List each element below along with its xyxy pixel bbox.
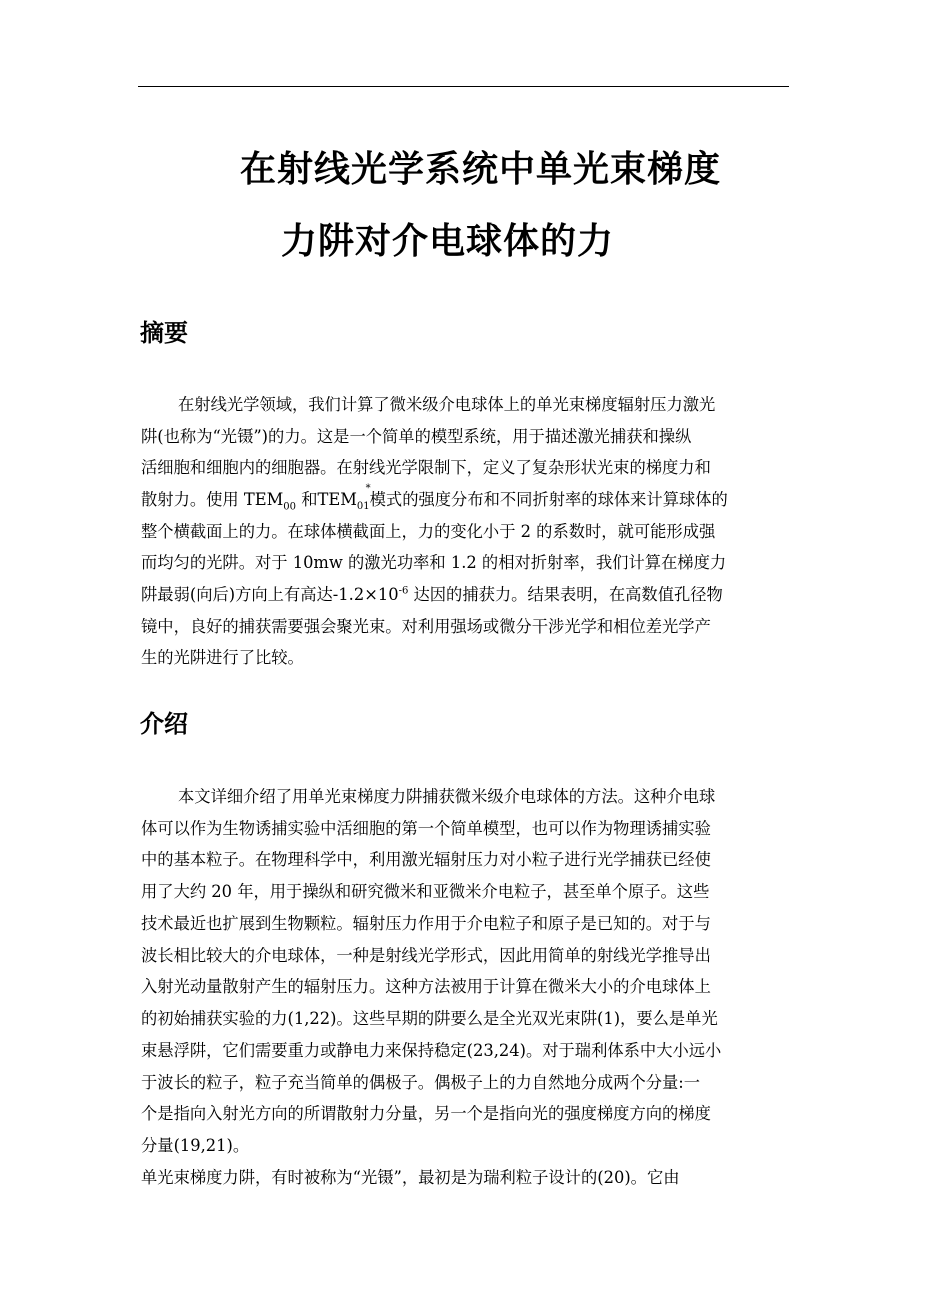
intro-line: 束悬浮阱，它们需要重力或静电力来保持稳定(23,24)。对于瑞利体系中大小远小 — [141, 1041, 722, 1060]
mode-subscript: 00 — [283, 501, 297, 513]
tem-symbol — [317, 483, 371, 518]
abstract-text: 达因的捕获力。结果表明，在高数值孔径物 — [408, 585, 723, 604]
tem-label: TEM — [317, 490, 357, 509]
paper-title-line-1: 在射线光学系统中单光束梯度 — [240, 149, 722, 190]
abstract-line-formula — [141, 584, 723, 606]
intro-line: 单光束梯度力阱，有时被称为“光镊”，最初是为瑞利粒子设计的(20)。它由 — [141, 1168, 680, 1187]
abstract-line: 而均匀的光阱。对于 10mw 的激光功率和 1.2 的相对折射率，我们计算在梯度力 — [141, 553, 727, 572]
abstract-text: 阱最弱(向后)方向上有高达-1.2×10 — [141, 585, 399, 604]
exponent: -6 — [398, 585, 409, 597]
abstract-text: 散射力。使用 TEM — [141, 490, 284, 509]
intro-line: 中的基本粒子。在物理科学中，利用激光辐射压力对小粒子进行光学捕获已经使 — [141, 850, 711, 869]
intro-line: 波长相比较大的介电球体，一种是射线光学形式，因此用简单的射线光学推导出 — [141, 946, 711, 965]
intro-line: 分量(19,21)。 — [141, 1136, 250, 1155]
abstract-line: 在射线光学领域，我们计算了微米级介电球体上的单光束梯度辐射压力激光 — [178, 395, 716, 414]
intro-line: 用了大约 20 年，用于操纵和研究微米和亚微米介电粒子，甚至单个原子。这些 — [141, 882, 710, 901]
intro-line: 于波长的粒子，粒子充当简单的偶极子。偶极子上的力自然地分成两个分量:一 — [141, 1073, 701, 1092]
abstract-text: 模式的强度分布和不同折射率的球体来计算球体的 — [369, 490, 728, 509]
intro-line: 本文详细介绍了用单光束梯度力阱捕获微米级介电球体的方法。这种介电球 — [178, 787, 716, 806]
introduction-heading: 介绍 — [140, 710, 188, 738]
tem-star: * — [365, 483, 371, 494]
intro-line: 的初始捕获实验的力(1,22)。这些早期的阱要么是全光双光束阱(1)，要么是单光 — [141, 1009, 718, 1028]
tem-subscript: 01 — [356, 501, 370, 512]
intro-line: 技术最近也扩展到生物颗粒。辐射压力作用于介电粒子和原子是已知的。对于与 — [141, 914, 711, 933]
abstract-line-formula — [141, 483, 728, 518]
intro-line: 入射光动量散射产生的辐射压力。这种方法被用于计算在微米大小的介电球体上 — [141, 977, 711, 996]
paper-title-line-2: 力阱对介电球体的力 — [281, 221, 615, 262]
abstract-line: 活细胞和细胞内的细胞器。在射线光学限制下，定义了复杂形状光束的梯度力和 — [141, 458, 711, 477]
intro-line: 个是指向入射光方向的所谓散射力分量，另一个是指向光的强度梯度方向的梯度 — [141, 1104, 711, 1123]
abstract-line: 生的光阱进行了比较。 — [141, 648, 304, 667]
abstract-heading: 摘要 — [140, 319, 188, 347]
abstract-line: 阱(也称为“光镊”)的力。这是一个简单的模型系统，用于描述激光捕获和操纵 — [141, 427, 692, 446]
abstract-line: 镜中，良好的捕获需要强会聚光束。对利用强场或微分干涉光学和相位差光学产 — [141, 617, 711, 636]
abstract-text: 和 — [296, 490, 318, 509]
header-rule — [138, 86, 789, 87]
abstract-line: 整个横截面上的力。在球体横截面上，力的变化小于 2 的系数时，就可能形成强 — [141, 522, 716, 541]
intro-line: 体可以作为生物诱捕实验中活细胞的第一个简单模型，也可以作为物理诱捕实验 — [141, 819, 711, 838]
